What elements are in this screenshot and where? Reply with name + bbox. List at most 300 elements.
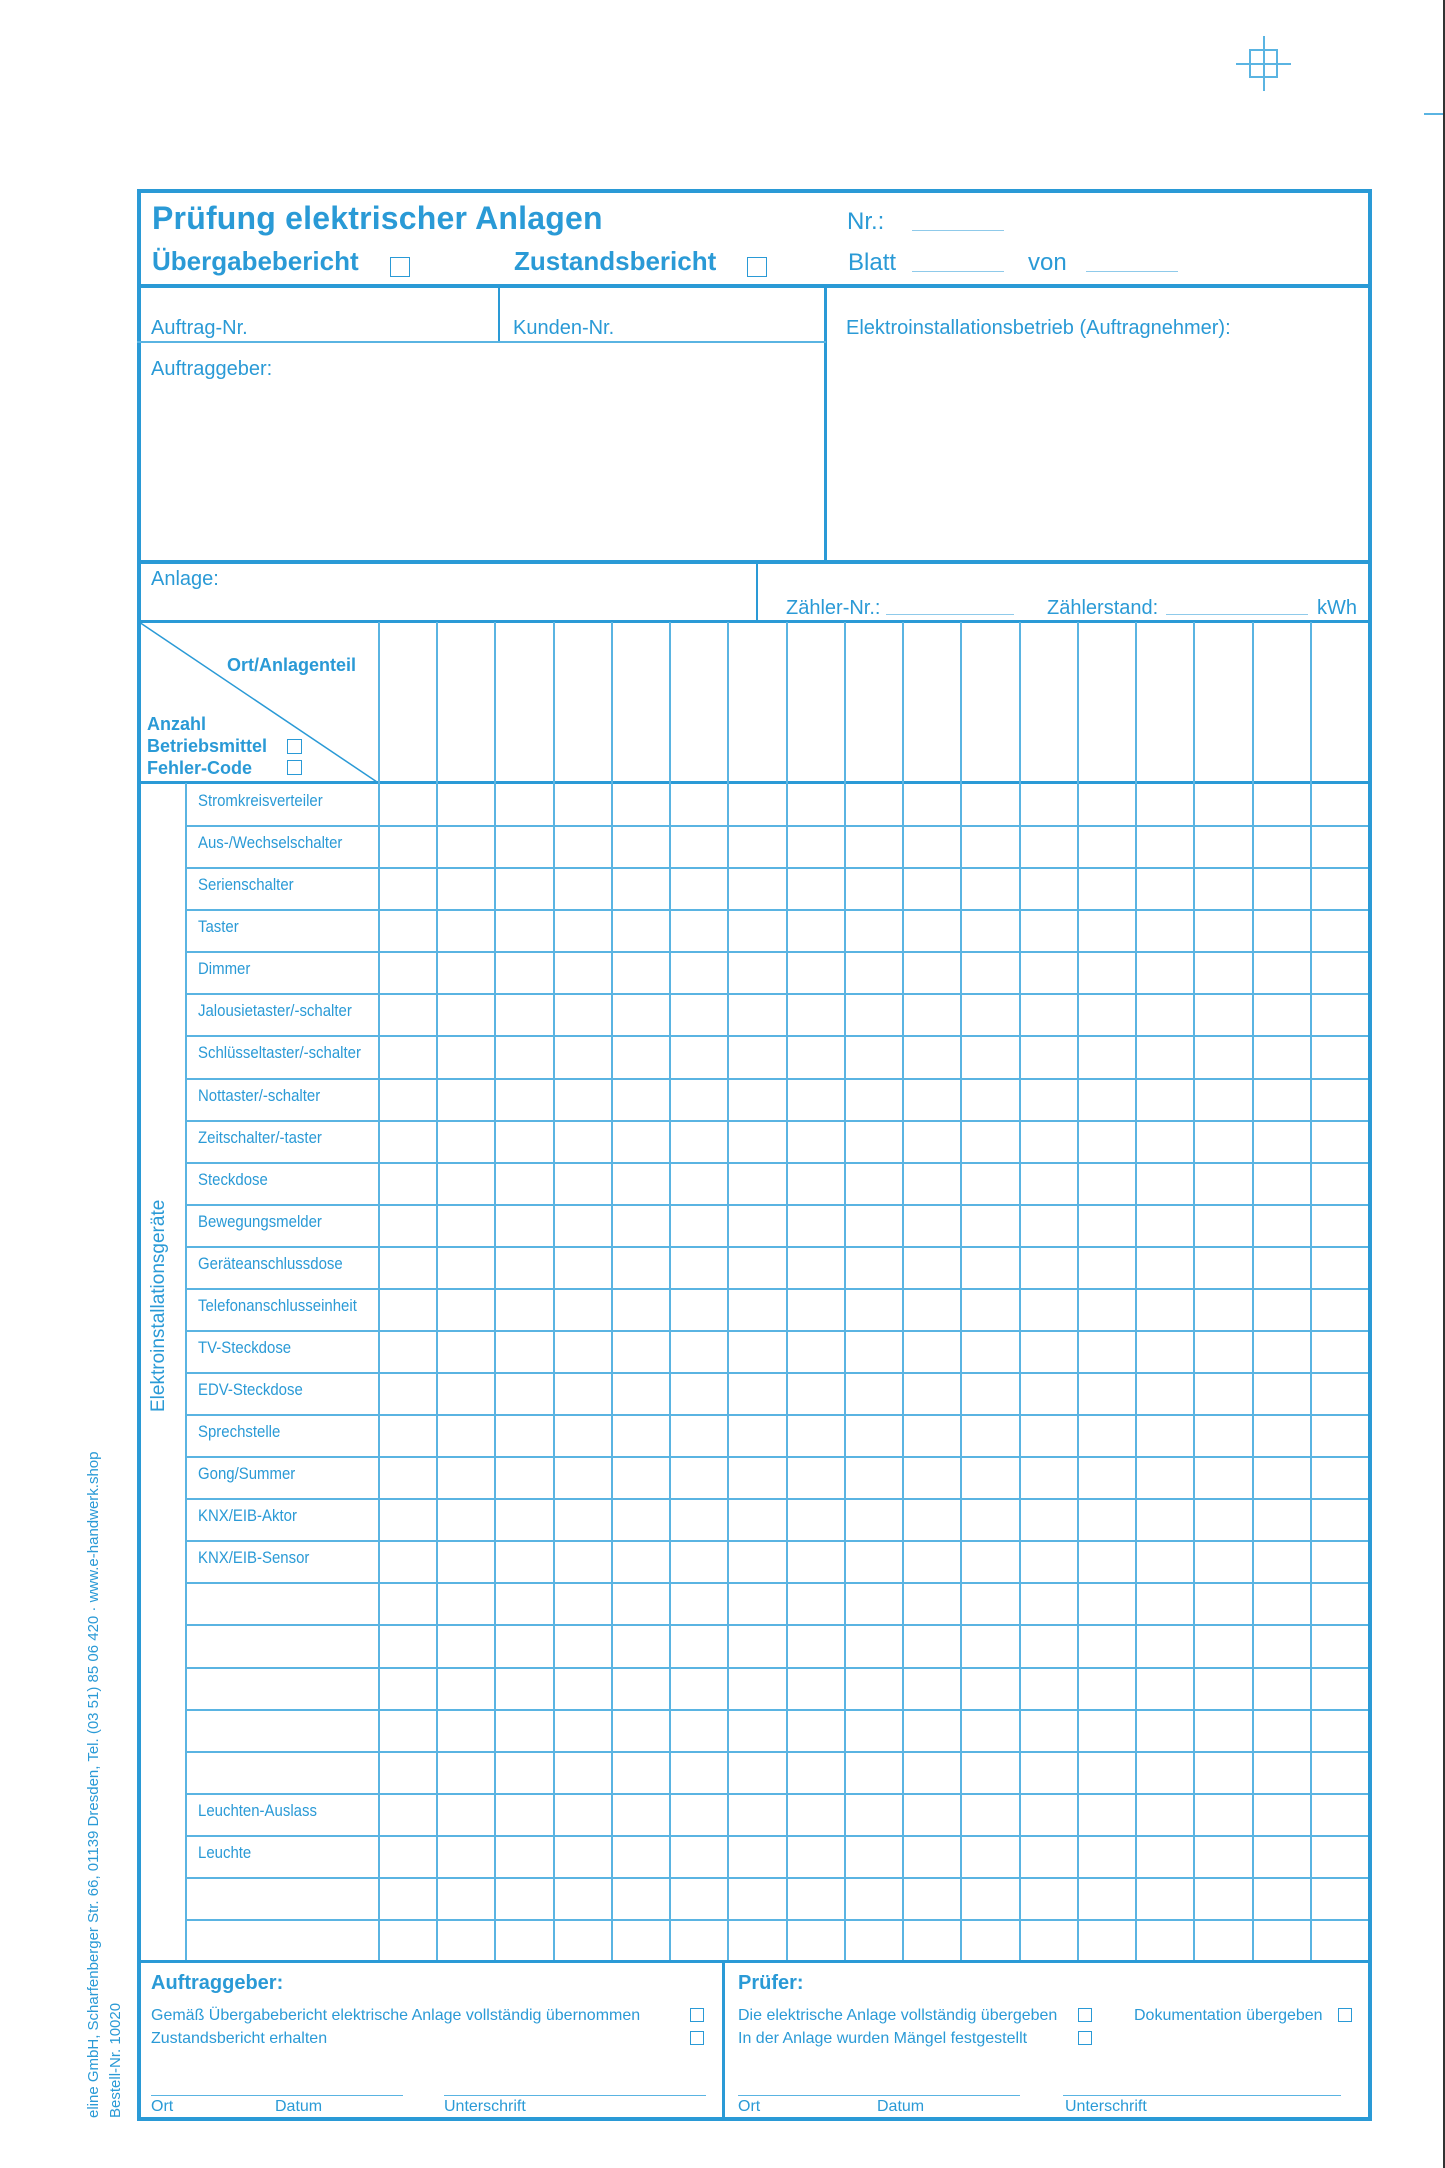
grid-cell[interactable] bbox=[1195, 1037, 1250, 1076]
grid-cell[interactable] bbox=[962, 1080, 1017, 1119]
grid-cell[interactable] bbox=[962, 869, 1017, 908]
grid-cell[interactable] bbox=[1021, 1332, 1076, 1371]
grid-cell[interactable] bbox=[846, 869, 901, 908]
grid-cell[interactable] bbox=[904, 1500, 959, 1539]
grid-cell[interactable] bbox=[438, 1248, 493, 1287]
grid-cell[interactable] bbox=[1195, 1921, 1250, 1960]
grid-cell[interactable] bbox=[671, 1290, 726, 1329]
grid-cell[interactable] bbox=[846, 1542, 901, 1581]
grid-cell[interactable] bbox=[1312, 1374, 1367, 1413]
grid-cell[interactable] bbox=[613, 1037, 668, 1076]
grid-cell[interactable] bbox=[788, 1626, 843, 1665]
ort-header-cell[interactable] bbox=[904, 624, 959, 781]
grid-cell[interactable] bbox=[496, 1122, 551, 1161]
grid-cell[interactable] bbox=[671, 1164, 726, 1203]
grid-cell[interactable] bbox=[438, 911, 493, 950]
grid-cell[interactable] bbox=[904, 1080, 959, 1119]
grid-cell[interactable] bbox=[1195, 1374, 1250, 1413]
grid-cell[interactable] bbox=[1079, 1879, 1134, 1918]
grid-cell[interactable] bbox=[380, 1584, 435, 1623]
option-uebergabebericht-checkbox[interactable] bbox=[390, 257, 410, 277]
grid-cell[interactable] bbox=[788, 1795, 843, 1834]
grid-cell[interactable] bbox=[788, 1416, 843, 1455]
grid-cell[interactable] bbox=[1021, 1879, 1076, 1918]
grid-cell[interactable] bbox=[613, 1921, 668, 1960]
grid-cell[interactable] bbox=[555, 1374, 610, 1413]
grid-cell[interactable] bbox=[729, 1753, 784, 1792]
grid-cell[interactable] bbox=[671, 1206, 726, 1245]
grid-cell[interactable] bbox=[1195, 1626, 1250, 1665]
grid-cell[interactable] bbox=[613, 1669, 668, 1708]
grid-cell[interactable] bbox=[438, 995, 493, 1034]
grid-cell[interactable] bbox=[1254, 1206, 1309, 1245]
grid-cell[interactable] bbox=[1195, 1290, 1250, 1329]
grid-cell[interactable] bbox=[729, 1122, 784, 1161]
grid-cell[interactable] bbox=[380, 1080, 435, 1119]
grid-cell[interactable] bbox=[1021, 1795, 1076, 1834]
von-field[interactable] bbox=[1086, 271, 1178, 272]
ort-header-cell[interactable] bbox=[1079, 624, 1134, 781]
grid-cell[interactable] bbox=[1021, 1122, 1076, 1161]
grid-cell[interactable] bbox=[555, 995, 610, 1034]
grid-cell[interactable] bbox=[1254, 1290, 1309, 1329]
grid-cell[interactable] bbox=[1079, 1626, 1134, 1665]
grid-cell[interactable] bbox=[380, 827, 435, 866]
grid-cell[interactable] bbox=[1254, 953, 1309, 992]
grid-cell[interactable] bbox=[1079, 1164, 1134, 1203]
grid-cell[interactable] bbox=[1195, 995, 1250, 1034]
grid-cell[interactable] bbox=[380, 1879, 435, 1918]
grid-cell[interactable] bbox=[904, 1584, 959, 1623]
grid-cell[interactable] bbox=[438, 869, 493, 908]
grid-cell[interactable] bbox=[788, 869, 843, 908]
grid-cell[interactable] bbox=[1254, 995, 1309, 1034]
grid-cell[interactable] bbox=[1079, 1206, 1134, 1245]
grid-cell[interactable] bbox=[380, 1669, 435, 1708]
grid-cell[interactable] bbox=[729, 1164, 784, 1203]
grid-cell[interactable] bbox=[1312, 1711, 1367, 1750]
grid-cell[interactable] bbox=[904, 1374, 959, 1413]
grid-cell[interactable] bbox=[1195, 1332, 1250, 1371]
grid-cell[interactable] bbox=[1021, 1584, 1076, 1623]
grid-cell[interactable] bbox=[613, 1879, 668, 1918]
grid-cell[interactable] bbox=[1254, 1332, 1309, 1371]
inspector-ort-datum-field[interactable] bbox=[738, 2095, 1020, 2096]
grid-cell[interactable] bbox=[788, 1248, 843, 1287]
ort-header-cell[interactable] bbox=[1137, 624, 1192, 781]
grid-cell[interactable] bbox=[962, 1626, 1017, 1665]
grid-cell[interactable] bbox=[788, 1584, 843, 1623]
grid-cell[interactable] bbox=[846, 1921, 901, 1960]
grid-cell[interactable] bbox=[1137, 1921, 1192, 1960]
grid-cell[interactable] bbox=[496, 1037, 551, 1076]
grid-cell[interactable] bbox=[380, 1290, 435, 1329]
grid-cell[interactable] bbox=[496, 827, 551, 866]
grid-cell[interactable] bbox=[1021, 1837, 1076, 1876]
grid-cell[interactable] bbox=[1254, 1584, 1309, 1623]
grid-cell[interactable] bbox=[671, 827, 726, 866]
grid-cell[interactable] bbox=[846, 1879, 901, 1918]
ort-header-cell[interactable] bbox=[846, 624, 901, 781]
grid-cell[interactable] bbox=[904, 1921, 959, 1960]
grid-cell[interactable] bbox=[555, 1164, 610, 1203]
grid-cell[interactable] bbox=[555, 1500, 610, 1539]
grid-cell[interactable] bbox=[1079, 1542, 1134, 1581]
ort-header-cell[interactable] bbox=[1021, 624, 1076, 781]
grid-cell[interactable] bbox=[1254, 1626, 1309, 1665]
grid-cell[interactable] bbox=[788, 1500, 843, 1539]
grid-cell[interactable] bbox=[380, 1037, 435, 1076]
grid-cell[interactable] bbox=[962, 1921, 1017, 1960]
grid-cell[interactable] bbox=[904, 1122, 959, 1161]
grid-cell[interactable] bbox=[613, 1122, 668, 1161]
grid-cell[interactable] bbox=[729, 1542, 784, 1581]
grid-cell[interactable] bbox=[438, 1837, 493, 1876]
grid-cell[interactable] bbox=[846, 1037, 901, 1076]
grid-cell[interactable] bbox=[1312, 995, 1367, 1034]
grid-cell[interactable] bbox=[555, 1458, 610, 1497]
grid-cell[interactable] bbox=[729, 1037, 784, 1076]
grid-cell[interactable] bbox=[613, 911, 668, 950]
grid-cell[interactable] bbox=[671, 785, 726, 824]
grid-cell[interactable] bbox=[555, 1837, 610, 1876]
ort-header-cell[interactable] bbox=[380, 624, 435, 781]
grid-cell[interactable] bbox=[380, 1921, 435, 1960]
grid-cell[interactable] bbox=[904, 1626, 959, 1665]
grid-cell[interactable] bbox=[1137, 1037, 1192, 1076]
grid-cell[interactable] bbox=[788, 1122, 843, 1161]
grid-cell[interactable] bbox=[555, 1711, 610, 1750]
grid-cell[interactable] bbox=[1021, 1290, 1076, 1329]
grid-cell[interactable] bbox=[1195, 1542, 1250, 1581]
grid-cell[interactable] bbox=[729, 1374, 784, 1413]
ort-header-cell[interactable] bbox=[1254, 624, 1309, 781]
grid-cell[interactable] bbox=[1195, 1206, 1250, 1245]
grid-cell[interactable] bbox=[729, 1795, 784, 1834]
grid-cell[interactable] bbox=[1195, 827, 1250, 866]
nr-field[interactable] bbox=[912, 230, 1004, 231]
grid-cell[interactable] bbox=[496, 1542, 551, 1581]
grid-cell[interactable] bbox=[962, 1248, 1017, 1287]
grid-cell[interactable] bbox=[438, 1164, 493, 1203]
grid-cell[interactable] bbox=[846, 1206, 901, 1245]
grid-cell[interactable] bbox=[1079, 995, 1134, 1034]
grid-cell[interactable] bbox=[496, 1626, 551, 1665]
grid-cell[interactable] bbox=[788, 1711, 843, 1750]
grid-cell[interactable] bbox=[438, 1584, 493, 1623]
grid-cell[interactable] bbox=[496, 1248, 551, 1287]
grid-cell[interactable] bbox=[380, 911, 435, 950]
grid-cell[interactable] bbox=[613, 1458, 668, 1497]
grid-cell[interactable] bbox=[613, 1290, 668, 1329]
grid-cell[interactable] bbox=[1195, 1879, 1250, 1918]
grid-cell[interactable] bbox=[846, 1290, 901, 1329]
ort-header-cell[interactable] bbox=[438, 624, 493, 781]
grid-cell[interactable] bbox=[1021, 827, 1076, 866]
option-zustandsbericht-checkbox[interactable] bbox=[747, 257, 767, 277]
grid-cell[interactable] bbox=[613, 1332, 668, 1371]
grid-cell[interactable] bbox=[729, 1921, 784, 1960]
grid-cell[interactable] bbox=[962, 911, 1017, 950]
grid-cell[interactable] bbox=[729, 1500, 784, 1539]
grid-cell[interactable] bbox=[729, 1206, 784, 1245]
grid-cell[interactable] bbox=[962, 1669, 1017, 1708]
grid-cell[interactable] bbox=[438, 1500, 493, 1539]
grid-cell[interactable] bbox=[1137, 1332, 1192, 1371]
grid-cell[interactable] bbox=[496, 1206, 551, 1245]
grid-cell[interactable] bbox=[1312, 1500, 1367, 1539]
client-signature-field[interactable] bbox=[444, 2095, 706, 2096]
grid-cell[interactable] bbox=[496, 1795, 551, 1834]
grid-cell[interactable] bbox=[555, 1921, 610, 1960]
grid-cell[interactable] bbox=[555, 1080, 610, 1119]
grid-cell[interactable] bbox=[962, 1416, 1017, 1455]
grid-cell[interactable] bbox=[1079, 1753, 1134, 1792]
grid-cell[interactable] bbox=[496, 953, 551, 992]
inspector-check-2-checkbox[interactable] bbox=[1078, 2031, 1092, 2045]
grid-cell[interactable] bbox=[788, 953, 843, 992]
grid-cell[interactable] bbox=[1312, 827, 1367, 866]
grid-cell[interactable] bbox=[380, 1795, 435, 1834]
grid-cell[interactable] bbox=[1021, 1206, 1076, 1245]
grid-cell[interactable] bbox=[438, 1374, 493, 1413]
ort-header-cell[interactable] bbox=[613, 624, 668, 781]
grid-cell[interactable] bbox=[846, 1669, 901, 1708]
grid-cell[interactable] bbox=[904, 869, 959, 908]
grid-cell[interactable] bbox=[729, 785, 784, 824]
grid-cell[interactable] bbox=[1021, 1500, 1076, 1539]
grid-cell[interactable] bbox=[729, 1290, 784, 1329]
grid-cell[interactable] bbox=[1079, 1795, 1134, 1834]
grid-cell[interactable] bbox=[1312, 1248, 1367, 1287]
grid-cell[interactable] bbox=[1079, 1837, 1134, 1876]
grid-cell[interactable] bbox=[729, 1879, 784, 1918]
grid-cell[interactable] bbox=[846, 1416, 901, 1455]
grid-cell[interactable] bbox=[962, 1711, 1017, 1750]
grid-cell[interactable] bbox=[1079, 785, 1134, 824]
grid-cell[interactable] bbox=[788, 1669, 843, 1708]
grid-cell[interactable] bbox=[1254, 1037, 1309, 1076]
grid-cell[interactable] bbox=[904, 1164, 959, 1203]
grid-cell[interactable] bbox=[1079, 1584, 1134, 1623]
grid-cell[interactable] bbox=[962, 1753, 1017, 1792]
grid-cell[interactable] bbox=[496, 1500, 551, 1539]
grid-cell[interactable] bbox=[380, 1837, 435, 1876]
grid-cell[interactable] bbox=[1137, 785, 1192, 824]
grid-cell[interactable] bbox=[1079, 869, 1134, 908]
grid-cell[interactable] bbox=[904, 1290, 959, 1329]
grid-cell[interactable] bbox=[962, 827, 1017, 866]
grid-cell[interactable] bbox=[1254, 1374, 1309, 1413]
grid-cell[interactable] bbox=[1312, 1164, 1367, 1203]
grid-cell[interactable] bbox=[729, 1669, 784, 1708]
grid-cell[interactable] bbox=[438, 1542, 493, 1581]
grid-cell[interactable] bbox=[555, 953, 610, 992]
grid-cell[interactable] bbox=[1312, 1037, 1367, 1076]
grid-cell[interactable] bbox=[846, 827, 901, 866]
grid-cell[interactable] bbox=[962, 995, 1017, 1034]
grid-cell[interactable] bbox=[729, 1626, 784, 1665]
grid-cell[interactable] bbox=[1079, 953, 1134, 992]
grid-cell[interactable] bbox=[788, 1837, 843, 1876]
grid-cell[interactable] bbox=[380, 869, 435, 908]
grid-cell[interactable] bbox=[1254, 1164, 1309, 1203]
grid-cell[interactable] bbox=[1137, 1290, 1192, 1329]
grid-cell[interactable] bbox=[962, 785, 1017, 824]
grid-cell[interactable] bbox=[1079, 827, 1134, 866]
grid-cell[interactable] bbox=[1021, 995, 1076, 1034]
grid-cell[interactable] bbox=[1079, 1290, 1134, 1329]
grid-cell[interactable] bbox=[1254, 1669, 1309, 1708]
grid-cell[interactable] bbox=[1254, 785, 1309, 824]
grid-cell[interactable] bbox=[496, 1332, 551, 1371]
grid-cell[interactable] bbox=[1312, 1290, 1367, 1329]
grid-cell[interactable] bbox=[788, 1921, 843, 1960]
grid-cell[interactable] bbox=[962, 1795, 1017, 1834]
grid-cell[interactable] bbox=[788, 1164, 843, 1203]
grid-cell[interactable] bbox=[671, 1332, 726, 1371]
grid-cell[interactable] bbox=[496, 1879, 551, 1918]
grid-cell[interactable] bbox=[1079, 1080, 1134, 1119]
grid-cell[interactable] bbox=[1312, 1921, 1367, 1960]
grid-cell[interactable] bbox=[1137, 1542, 1192, 1581]
grid-cell[interactable] bbox=[904, 953, 959, 992]
grid-cell[interactable] bbox=[438, 1753, 493, 1792]
grid-cell[interactable] bbox=[496, 1837, 551, 1876]
grid-cell[interactable] bbox=[1254, 1795, 1309, 1834]
grid-cell[interactable] bbox=[613, 1837, 668, 1876]
grid-cell[interactable] bbox=[962, 1037, 1017, 1076]
grid-cell[interactable] bbox=[613, 995, 668, 1034]
grid-cell[interactable] bbox=[496, 911, 551, 950]
grid-cell[interactable] bbox=[555, 1879, 610, 1918]
grid-cell[interactable] bbox=[1137, 911, 1192, 950]
grid-cell[interactable] bbox=[962, 1332, 1017, 1371]
grid-cell[interactable] bbox=[1021, 785, 1076, 824]
grid-cell[interactable] bbox=[380, 1206, 435, 1245]
grid-cell[interactable] bbox=[1254, 1879, 1309, 1918]
grid-cell[interactable] bbox=[1254, 1921, 1309, 1960]
grid-cell[interactable] bbox=[729, 911, 784, 950]
inspector-check-3-checkbox[interactable] bbox=[1338, 2008, 1352, 2022]
grid-cell[interactable] bbox=[846, 995, 901, 1034]
grid-cell[interactable] bbox=[1195, 785, 1250, 824]
grid-cell[interactable] bbox=[671, 1037, 726, 1076]
grid-cell[interactable] bbox=[846, 1584, 901, 1623]
grid-cell[interactable] bbox=[555, 827, 610, 866]
grid-cell[interactable] bbox=[904, 1879, 959, 1918]
grid-cell[interactable] bbox=[1137, 1248, 1192, 1287]
grid-cell[interactable] bbox=[962, 1500, 1017, 1539]
grid-cell[interactable] bbox=[1312, 1879, 1367, 1918]
grid-cell[interactable] bbox=[671, 1753, 726, 1792]
grid-cell[interactable] bbox=[788, 1037, 843, 1076]
grid-cell[interactable] bbox=[613, 1416, 668, 1455]
grid-cell[interactable] bbox=[846, 1837, 901, 1876]
grid-cell[interactable] bbox=[613, 953, 668, 992]
grid-cell[interactable] bbox=[846, 911, 901, 950]
grid-cell[interactable] bbox=[438, 953, 493, 992]
grid-cell[interactable] bbox=[1137, 953, 1192, 992]
grid-cell[interactable] bbox=[1254, 869, 1309, 908]
grid-cell[interactable] bbox=[1254, 1080, 1309, 1119]
grid-cell[interactable] bbox=[1312, 785, 1367, 824]
grid-cell[interactable] bbox=[380, 1332, 435, 1371]
grid-cell[interactable] bbox=[729, 1458, 784, 1497]
client-check-2-checkbox[interactable] bbox=[690, 2031, 704, 2045]
grid-cell[interactable] bbox=[496, 1711, 551, 1750]
grid-cell[interactable] bbox=[380, 1542, 435, 1581]
grid-cell[interactable] bbox=[1137, 1416, 1192, 1455]
grid-cell[interactable] bbox=[846, 1500, 901, 1539]
grid-cell[interactable] bbox=[1195, 911, 1250, 950]
grid-cell[interactable] bbox=[1021, 1753, 1076, 1792]
grid-cell[interactable] bbox=[555, 1206, 610, 1245]
grid-cell[interactable] bbox=[671, 869, 726, 908]
grid-cell[interactable] bbox=[613, 1584, 668, 1623]
grid-cell[interactable] bbox=[555, 911, 610, 950]
grid-cell[interactable] bbox=[904, 1332, 959, 1371]
grid-cell[interactable] bbox=[380, 1500, 435, 1539]
grid-cell[interactable] bbox=[1021, 869, 1076, 908]
grid-cell[interactable] bbox=[555, 1416, 610, 1455]
grid-cell[interactable] bbox=[962, 1584, 1017, 1623]
grid-cell[interactable] bbox=[1021, 1921, 1076, 1960]
grid-cell[interactable] bbox=[438, 1080, 493, 1119]
grid-cell[interactable] bbox=[1195, 1458, 1250, 1497]
grid-cell[interactable] bbox=[1195, 953, 1250, 992]
grid-cell[interactable] bbox=[788, 1206, 843, 1245]
grid-cell[interactable] bbox=[1195, 1795, 1250, 1834]
grid-cell[interactable] bbox=[788, 827, 843, 866]
grid-cell[interactable] bbox=[438, 1711, 493, 1750]
grid-cell[interactable] bbox=[1079, 1374, 1134, 1413]
grid-cell[interactable] bbox=[1079, 1921, 1134, 1960]
grid-cell[interactable] bbox=[380, 785, 435, 824]
grid-cell[interactable] bbox=[1079, 1458, 1134, 1497]
grid-cell[interactable] bbox=[613, 1248, 668, 1287]
grid-cell[interactable] bbox=[438, 1037, 493, 1076]
grid-cell[interactable] bbox=[496, 1458, 551, 1497]
grid-cell[interactable] bbox=[729, 827, 784, 866]
grid-cell[interactable] bbox=[613, 1753, 668, 1792]
grid-cell[interactable] bbox=[1021, 1374, 1076, 1413]
grid-cell[interactable] bbox=[1079, 1711, 1134, 1750]
grid-cell[interactable] bbox=[1254, 1500, 1309, 1539]
grid-cell[interactable] bbox=[613, 1500, 668, 1539]
grid-cell[interactable] bbox=[1137, 1669, 1192, 1708]
grid-cell[interactable] bbox=[613, 1164, 668, 1203]
grid-cell[interactable] bbox=[788, 911, 843, 950]
ort-header-cell[interactable] bbox=[671, 624, 726, 781]
grid-cell[interactable] bbox=[438, 1795, 493, 1834]
grid-cell[interactable] bbox=[380, 995, 435, 1034]
grid-cell[interactable] bbox=[1079, 1669, 1134, 1708]
grid-cell[interactable] bbox=[496, 1669, 551, 1708]
grid-cell[interactable] bbox=[904, 995, 959, 1034]
grid-cell[interactable] bbox=[613, 869, 668, 908]
grid-cell[interactable] bbox=[846, 785, 901, 824]
inspector-check-1-checkbox[interactable] bbox=[1078, 2008, 1092, 2022]
grid-cell[interactable] bbox=[1137, 1711, 1192, 1750]
grid-cell[interactable] bbox=[380, 1416, 435, 1455]
grid-cell[interactable] bbox=[671, 1080, 726, 1119]
grid-cell[interactable] bbox=[496, 785, 551, 824]
grid-cell[interactable] bbox=[1137, 869, 1192, 908]
grid-cell[interactable] bbox=[1079, 1248, 1134, 1287]
grid-cell[interactable] bbox=[613, 1542, 668, 1581]
grid-cell[interactable] bbox=[1254, 1837, 1309, 1876]
